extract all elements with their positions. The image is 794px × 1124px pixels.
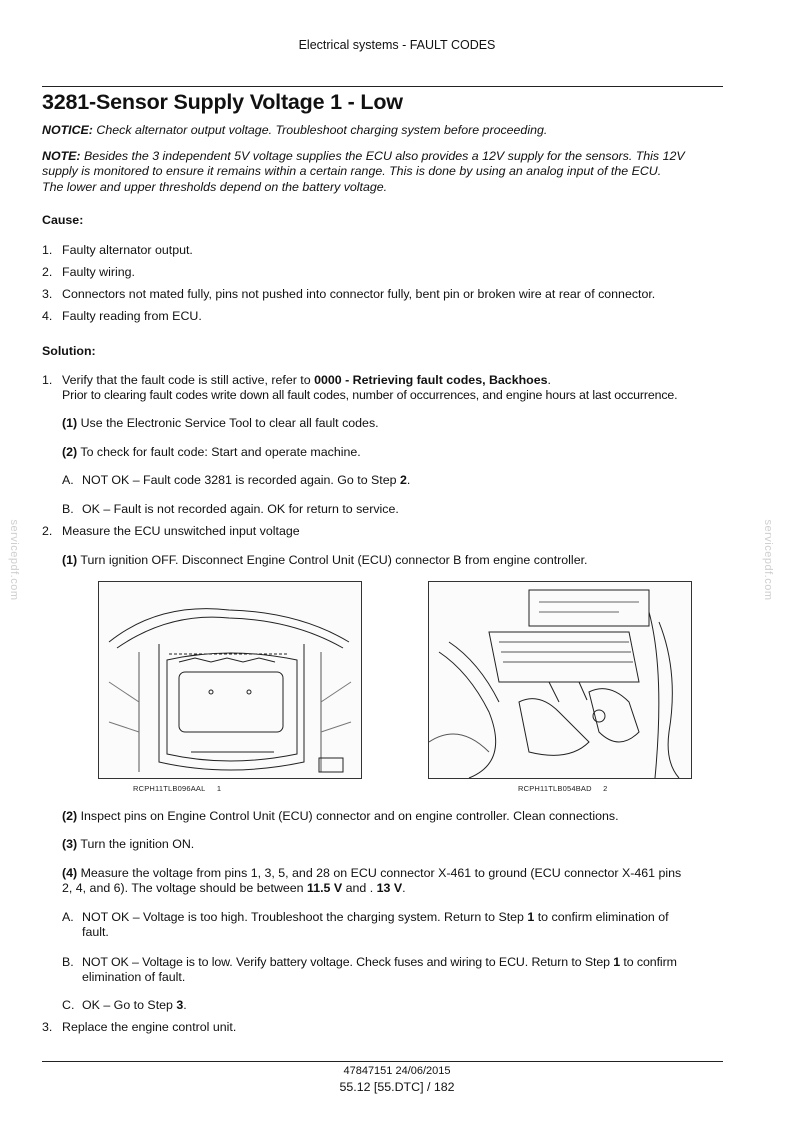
substep-text: Use the Electronic Service Tool to clear all fault codes.	[77, 416, 379, 430]
figure-number: 1	[216, 784, 222, 793]
step-2-substep-3	[62, 837, 727, 852]
outcome-text-line-2: fault.	[82, 925, 109, 940]
figure-2-caption	[518, 784, 608, 793]
substep-number: (1)	[62, 416, 78, 430]
outcome-text: OK – Go to Step	[82, 998, 177, 1012]
substep-number: (2)	[62, 445, 78, 459]
step-reference: 3	[176, 998, 184, 1012]
substep-text: To check for fault code: Start and operate machine.	[77, 445, 361, 459]
page-title: 3281-Sensor Supply Voltage 1 - Low	[42, 90, 403, 114]
step-2-substep-1	[62, 553, 727, 568]
substep-number: (4)	[62, 866, 78, 880]
figure-code: RCPH11TLB096AAL	[133, 784, 206, 793]
substep-text-mid: and .	[342, 881, 377, 896]
outcome-text-end: .	[183, 998, 187, 1012]
step-text-line-2: Prior to clearing fault codes write down all fault codes, number of occurrences, and engine hours at last occurrence.	[62, 388, 678, 403]
figure-ecu-connector	[428, 581, 692, 779]
note-line-2: supply is monitored to ensure it remains within a certain range. This is done by using an analog input of the ECU.	[42, 164, 662, 179]
outcome-text: NOT OK – Voltage is too high. Troubleshoot the charging system. Return to Step	[82, 910, 528, 924]
cause-item-number: 1.	[42, 243, 53, 257]
notice-paragraph	[42, 123, 727, 138]
step-reference: 1	[527, 910, 535, 924]
substep-text-line-2: 2, 4, and 6). The voltage should be between	[62, 881, 308, 896]
step-reference: 1	[613, 955, 621, 969]
substep-number: (2)	[62, 809, 78, 823]
step-1-substep-1	[62, 416, 727, 431]
substep-number: (1)	[62, 553, 78, 567]
header-rule	[42, 86, 723, 87]
figure-number: 2	[603, 784, 608, 793]
outcome-letter: B.	[62, 502, 74, 516]
substep-text-end: .	[402, 881, 406, 896]
cause-item-number: 4.	[42, 309, 53, 323]
figure-ecu-location	[98, 581, 362, 779]
watermark-left: servicepdf.com	[8, 519, 20, 601]
figure-1-caption	[133, 784, 221, 793]
voltage-max: 13 V	[376, 881, 403, 896]
step-reference: 2	[399, 473, 407, 487]
step-text: Replace the engine control unit.	[62, 1020, 237, 1034]
outcome-letter: A.	[62, 473, 74, 487]
running-header: Electrical systems - FAULT CODES	[298, 38, 496, 52]
step-text: Measure the ECU unswitched input voltage	[62, 524, 300, 538]
outcome-letter: A.	[62, 910, 74, 924]
note-line-3: The lower and upper thresholds depend on the battery voltage.	[42, 179, 388, 194]
outcome-letter: C.	[62, 998, 75, 1012]
outcome-text: NOT OK – Voltage is to low. Verify battery voltage. Check fuses and wiring to ECU. Return to Step	[82, 955, 614, 969]
cause-item-text: Faulty wiring.	[62, 265, 135, 279]
step-number: 3.	[42, 1020, 53, 1034]
figure-code: RCPH11TLB054BAD	[518, 784, 592, 793]
footer-page-number: 55.12 [55.DTC] / 182	[339, 1080, 455, 1094]
step-text-end: .	[547, 373, 551, 387]
cause-heading: Cause:	[42, 213, 84, 227]
step-1-substep-2	[62, 445, 727, 460]
outcome-text: OK – Fault is not recorded again. OK for return to service.	[82, 502, 399, 516]
outcome-text-end: to confirm elimination of	[534, 910, 669, 924]
step-number: 2.	[42, 524, 53, 538]
figure-1-illustration	[99, 582, 361, 778]
note-line-1: Besides the 3 independent 5V voltage supplies the ECU also provides a 12V supply for the sensors. This 12V	[84, 149, 685, 163]
cause-item-text: Faulty reading from ECU.	[62, 309, 202, 323]
outcome-text: NOT OK – Fault code 3281 is recorded again. Go to Step	[82, 473, 400, 487]
cause-item-number: 3.	[42, 287, 53, 301]
figure-2-illustration	[429, 582, 691, 778]
step-2-substep-4	[62, 866, 727, 897]
outcome-text-end: to confirm	[620, 955, 677, 969]
notice-text: Check alternator output voltage. Troubleshoot charging system before proceeding.	[96, 123, 548, 137]
substep-text: Measure the voltage from pins 1, 3, 5, and 28 on ECU connector X-461 to ground (ECU connector X-461 pins	[77, 866, 682, 880]
substep-text: Turn the ignition ON.	[77, 837, 195, 851]
outcome-text-end: .	[406, 473, 411, 487]
footer-doc-ref: 47847151 24/06/2015	[343, 1065, 451, 1077]
cause-item-text: Faulty alternator output.	[62, 243, 193, 257]
watermark-right: servicepdf.com	[762, 519, 774, 601]
footer-rule	[42, 1061, 723, 1062]
note-label: NOTE:	[42, 149, 81, 163]
note-paragraph	[42, 149, 727, 195]
step-number: 1.	[42, 373, 53, 387]
outcome-letter: B.	[62, 955, 74, 969]
substep-number: (3)	[62, 837, 78, 851]
notice-label: NOTICE:	[42, 123, 93, 137]
step-text: Verify that the fault code is still active, refer to	[62, 373, 315, 387]
step-2-substep-2	[62, 809, 727, 824]
voltage-min: 11.5 V	[307, 881, 343, 896]
cause-item-text: Connectors not mated fully, pins not pushed into connector fully, bent pin or broken wire at rear of connector.	[62, 287, 656, 301]
solution-heading: Solution:	[42, 344, 96, 358]
substep-text: Inspect pins on Engine Control Unit (ECU) connector and on engine controller. Clean connections.	[77, 809, 619, 823]
reference-link[interactable]: 0000 - Retrieving fault codes, Backhoes	[314, 373, 548, 387]
outcome-text-line-2: elimination of fault.	[82, 970, 186, 985]
cause-item-number: 2.	[42, 265, 53, 279]
substep-text: Turn ignition OFF. Disconnect Engine Control Unit (ECU) connector B from engine controller.	[77, 553, 588, 567]
